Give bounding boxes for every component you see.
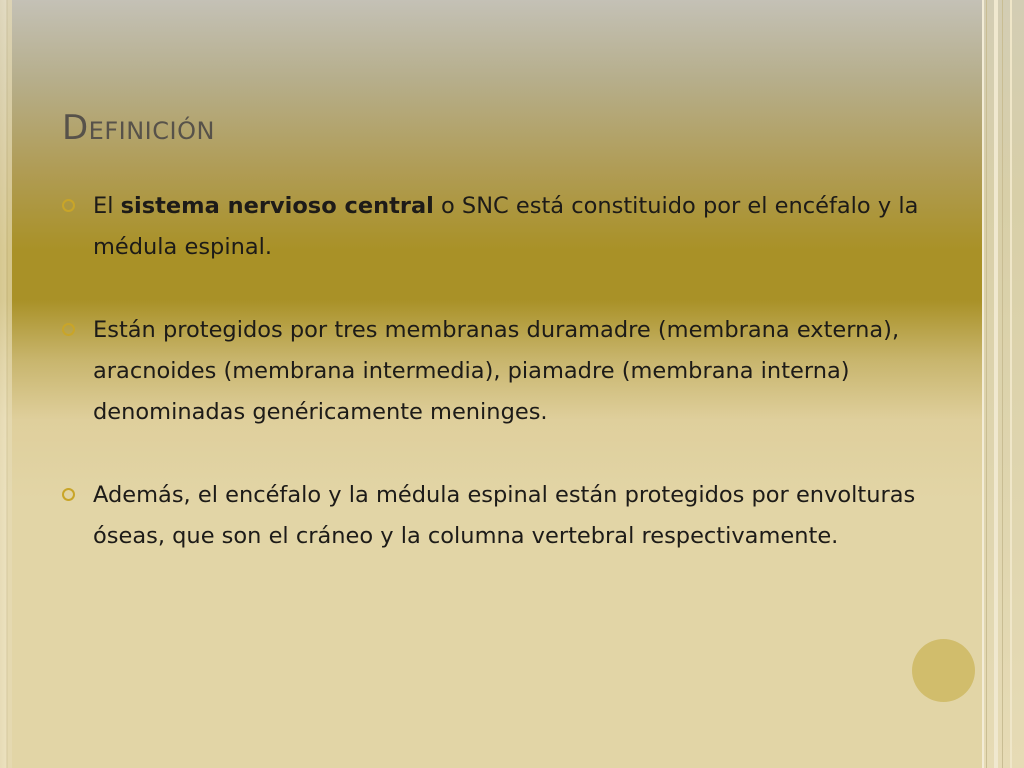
ring-bullet-icon xyxy=(62,323,75,336)
bullet-item xyxy=(62,186,922,268)
bullet-text-suffix: o SNC está constituido por el encéfalo y la médula espinal. xyxy=(93,193,919,260)
bullet-text-prefix: El xyxy=(93,193,121,219)
left-edge-rule xyxy=(0,0,12,768)
bullet-text: Además, el encéfalo y la médula espinal están protegidos por envolturas óseas, que son el cráneo y la columna vertebral respectivamente. xyxy=(93,482,916,549)
bullet-text-bold: sistema nervioso central xyxy=(120,193,434,219)
right-stripe xyxy=(1002,0,1003,768)
bullet-item xyxy=(62,310,922,433)
bullet-item xyxy=(62,475,922,557)
right-stripe xyxy=(994,0,998,768)
slide-title: Definición xyxy=(62,108,215,148)
circle-decoration xyxy=(912,639,975,702)
right-decorative-band xyxy=(982,0,1024,768)
ring-bullet-icon xyxy=(62,488,75,501)
ring-bullet-icon xyxy=(62,199,75,212)
right-stripe xyxy=(982,0,984,768)
right-stripe xyxy=(986,0,987,768)
bullet-text: Están protegidos por tres membranas duramadre (membrana externa), aracnoides (membrana intermedia), piamadre (membrana interna) denominadas genéricamente meninges. xyxy=(93,317,900,425)
bullet-list xyxy=(62,186,922,599)
right-stripe xyxy=(1010,0,1012,768)
